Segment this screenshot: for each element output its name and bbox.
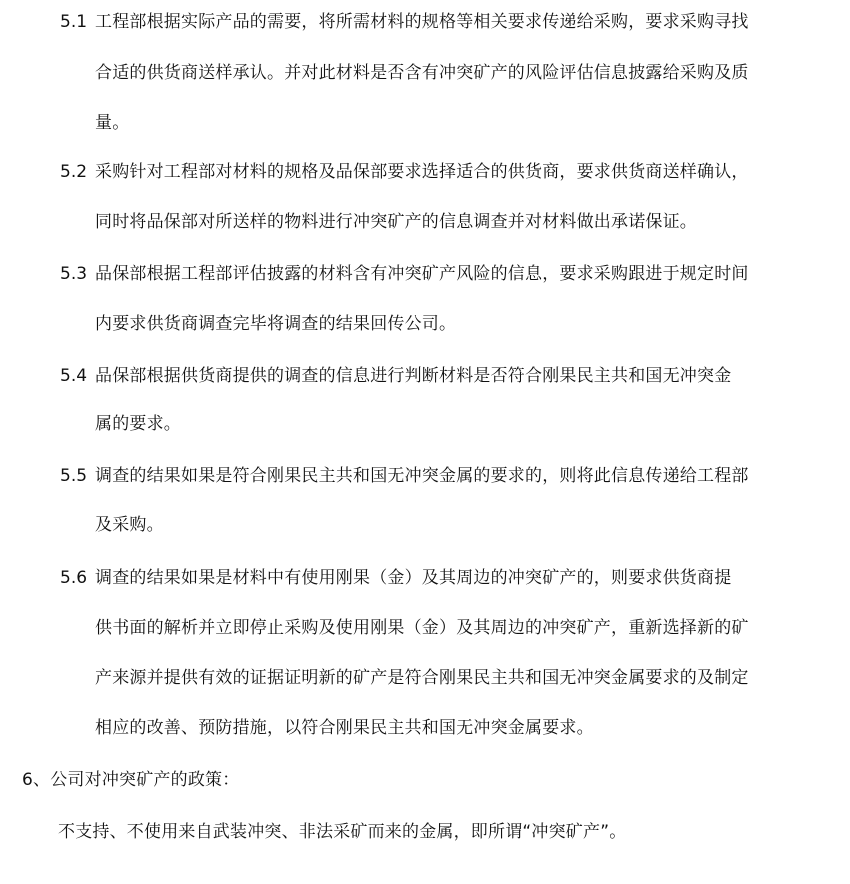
section-number-5-4: 5.4 bbox=[60, 366, 88, 386]
section-5-6-line-2: 供书面的解析并立即停止采购及使用刚果（金）及其周边的冲突矿产，重新选择新的矿 bbox=[95, 618, 749, 638]
section-number-5-5: 5.5 bbox=[60, 466, 88, 486]
section-5-6-line-4: 相应的改善、预防措施，以符合刚果民主共和国无冲突金属要求。 bbox=[95, 718, 594, 738]
section-5-4-line-1: 品保部根据供货商提供的调查的信息进行判断材料是否符合刚果民主共和国无冲突金 bbox=[95, 366, 732, 386]
section-number-5-6: 5.6 bbox=[60, 568, 88, 588]
section-number-5-2: 5.2 bbox=[60, 162, 88, 182]
section-5-4-line-2: 属的要求。 bbox=[95, 414, 181, 434]
section-5-3-line-2: 内要求供货商调查完毕将调查的结果回传公司。 bbox=[95, 314, 457, 334]
section-number-5-3: 5.3 bbox=[60, 264, 88, 284]
section-5-2-line-1: 采购针对工程部对材料的规格及品保部要求选择适合的供货商，要求供货商送样确认， bbox=[95, 162, 749, 182]
section-5-6-line-1: 调查的结果如果是材料中有使用刚果（金）及其周边的冲突矿产的，则要求供货商提 bbox=[95, 568, 732, 588]
section-5-1-line-3: 量。 bbox=[95, 113, 130, 133]
section-5-5-line-2: 及采购。 bbox=[95, 515, 164, 535]
section-5-1-line-2: 合适的供货商送样承认。并对此材料是否含有冲突矿产的风险评估信息披露给采购及质 bbox=[95, 63, 749, 83]
policy-statement: 不支持、不使用来自武装冲突、非法采矿而来的金属，即所谓“冲突矿产”。 bbox=[58, 822, 627, 842]
section-5-3-line-1: 品保部根据工程部评估披露的材料含有冲突矿产风险的信息，要求采购跟进于规定时间 bbox=[95, 264, 749, 284]
heading-section-6: 6、公司对冲突矿产的政策： bbox=[22, 770, 240, 790]
section-5-5-line-1: 调查的结果如果是符合刚果民主共和国无冲突金属的要求的，则将此信息传递给工程部 bbox=[95, 466, 749, 486]
section-number-5-1: 5.1 bbox=[60, 12, 88, 32]
section-5-1-line-1: 工程部根据实际产品的需要，将所需材料的规格等相关要求传递给采购，要求采购寻找 bbox=[95, 12, 749, 32]
section-5-6-line-3: 产来源并提供有效的证据证明新的矿产是符合刚果民主共和国无冲突金属要求的及制定 bbox=[95, 668, 749, 688]
section-5-2-line-2: 同时将品保部对所送样的物料进行冲突矿产的信息调查并对材料做出承诺保证。 bbox=[95, 212, 697, 232]
